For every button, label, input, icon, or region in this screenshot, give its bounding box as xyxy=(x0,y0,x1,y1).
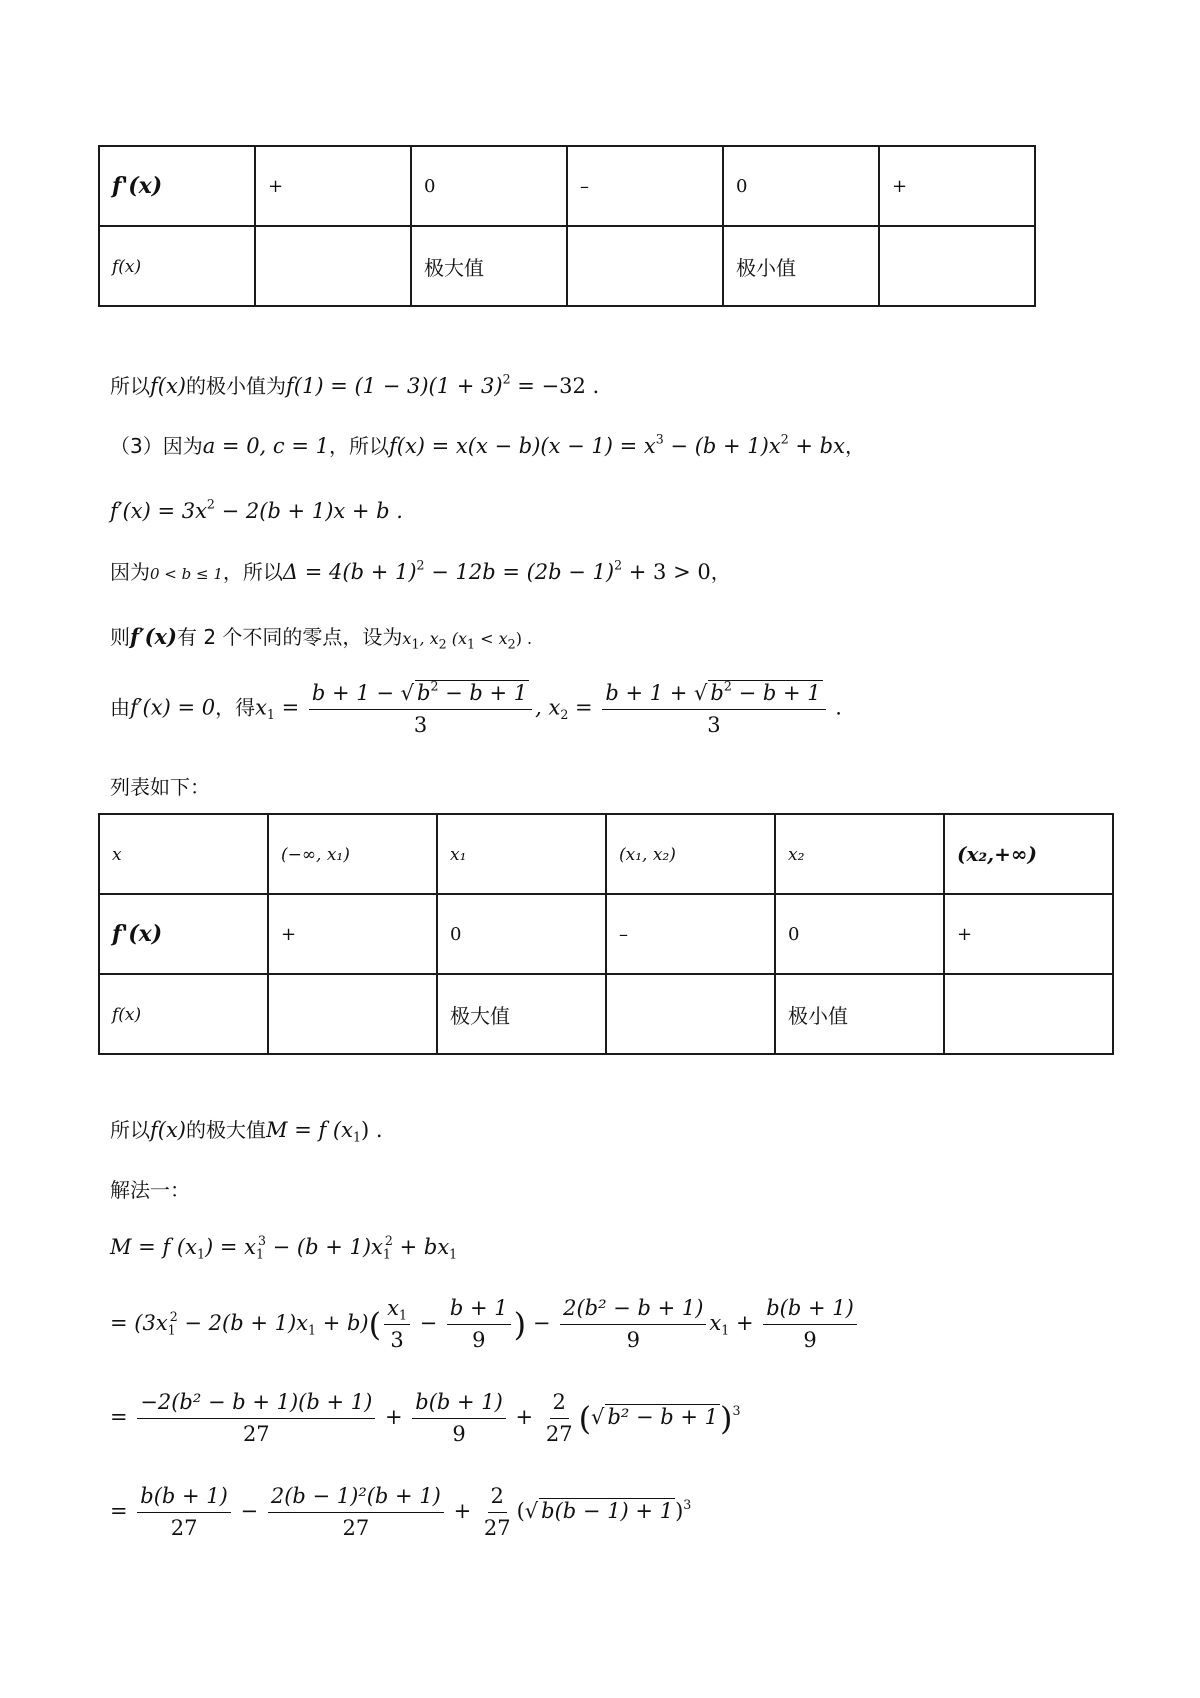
table-cell: x xyxy=(99,814,268,894)
text-line: M = f $(x_1) = x_1^3 - (b + 1)x_1^2 + bx_1$ xyxy=(110,1232,458,1262)
text-line: 所以f(x)的极大值M = f $(x_1)$ . xyxy=(110,1118,383,1145)
table-cell: – xyxy=(567,146,723,226)
table-cell: x₁ xyxy=(437,814,606,894)
fraction: $\frac{b(b + 1)}{9}$ xyxy=(763,1296,857,1353)
text-line: 由f′(x) = 0，得$x_1$ = $\frac{b + 1 - √ b^2 - b + 1}{3}$ , $x_2$ = $\frac{b + 1 + √ b^2 - b + 1}{3}$ . xyxy=(110,678,842,738)
table-cell xyxy=(255,226,411,306)
fraction: $\frac{2}{27}$ xyxy=(483,1484,511,1541)
fraction: $\frac{b + 1 + √ b^2 - b + 1}{3}$ xyxy=(602,680,825,738)
fraction: $\frac{x_1}{3}$ xyxy=(384,1296,410,1353)
table-cell: 极小值 xyxy=(775,974,944,1054)
table-cell: f'(x) xyxy=(99,894,268,974)
table-row xyxy=(99,226,1035,306)
fraction: $\frac{b + 1}{9}$ xyxy=(447,1296,511,1353)
table-cell: f(x) xyxy=(99,974,268,1054)
text-line: 所以f(x)的极小值为$f(1) = (1 - 3)(1 + 3)^2 = -32$ . xyxy=(110,371,600,398)
table-cell: 0 xyxy=(411,146,567,226)
table-cell: 0 xyxy=(437,894,606,974)
table-cell: f(x) xyxy=(99,226,255,306)
table-row xyxy=(99,814,1113,894)
table-cell: f'(x) xyxy=(99,146,255,226)
text-line: 解法一： xyxy=(110,1178,190,1202)
table-cell: (−∞, x₁) xyxy=(268,814,437,894)
table-cell: 0 xyxy=(775,894,944,974)
table-cell xyxy=(879,226,1035,306)
sign-table-top xyxy=(98,145,1036,307)
table-row xyxy=(99,146,1035,226)
fraction: $\frac{2}{27}$ xyxy=(545,1390,573,1447)
fraction: $\frac{\text{−2(b² − b + 1)(b + 1)}}{27}$ xyxy=(137,1390,375,1447)
table-cell xyxy=(606,974,775,1054)
table-cell: + xyxy=(879,146,1035,226)
table-cell xyxy=(567,226,723,306)
table-row xyxy=(99,974,1113,1054)
text-line: $f'(x) = 3x^2 - 2(b + 1)x + b$ . xyxy=(110,496,403,523)
table-cell: + xyxy=(944,894,1113,974)
fraction: $\frac{\text{2(b² − b + 1)}}{9}$ xyxy=(560,1296,706,1353)
table-cell: – xyxy=(606,894,775,974)
table-cell: 0 xyxy=(723,146,879,226)
table-cell: + xyxy=(255,146,411,226)
text-line: 则f′(x)有 2 个不同的零点，设为$x_1$, $x_2$ $(x_1 < x_2)$ . xyxy=(110,624,533,652)
text-line: = $(3x_1^2 - 2(b + 1)x_1 + b)$( $\frac{x_1}{3}$ − $\frac{b + 1}{9}$ ) − $\frac{\text{2(b² − b + 1)}}{9}$ $x_1$ + $\frac{b(b + 1)}{9}$ xyxy=(110,1296,860,1353)
table-row xyxy=(99,894,1113,974)
table-cell: 极大值 xyxy=(437,974,606,1054)
table-cell: (x₂,+∞) xyxy=(944,814,1113,894)
text-line: 因为0 < b ≤ 1，所以$\Delta = 4(b + 1)^2 - 12b = (2b - 1)^2 + 3 > 0$， xyxy=(110,557,731,584)
sign-table-bottom xyxy=(98,813,1114,1055)
table-cell: 极大值 xyxy=(411,226,567,306)
table-cell xyxy=(268,974,437,1054)
table-cell xyxy=(944,974,1113,1054)
table-cell: (x₁, x₂) xyxy=(606,814,775,894)
text-line: = $\frac{b(b + 1)}{27}$ − $\frac{\text{2(b − 1)²(b + 1)}}{27}$ + $\frac{2}{27}$ (√ b(b − 1) + 1)$^3$ xyxy=(110,1484,692,1541)
table-cell: x₂ xyxy=(775,814,944,894)
fraction: $\frac{b + 1 - √ b^2 - b + 1}{3}$ xyxy=(309,680,532,738)
fraction: $\frac{\text{2(b − 1)²(b + 1)}}{27}$ xyxy=(268,1484,444,1541)
table-cell: 极小值 xyxy=(723,226,879,306)
text-line: （3）因为a = 0, c = 1，所以$f(x) = x(x - b)(x - 1) = x^3 - (b + 1)x^2$ + bx， xyxy=(110,431,865,458)
table-cell: + xyxy=(268,894,437,974)
text-line: = $\frac{\text{−2(b² − b + 1)(b + 1)}}{27}$ + $\frac{b(b + 1)}{9}$ + $\frac{2}{27}$ (√ b² − b + 1)$^3$ xyxy=(110,1390,741,1447)
text-line: 列表如下： xyxy=(110,775,210,799)
fraction: $\frac{b(b + 1)}{27}$ xyxy=(137,1484,231,1541)
fraction: $\frac{b(b + 1)}{9}$ xyxy=(412,1390,506,1447)
